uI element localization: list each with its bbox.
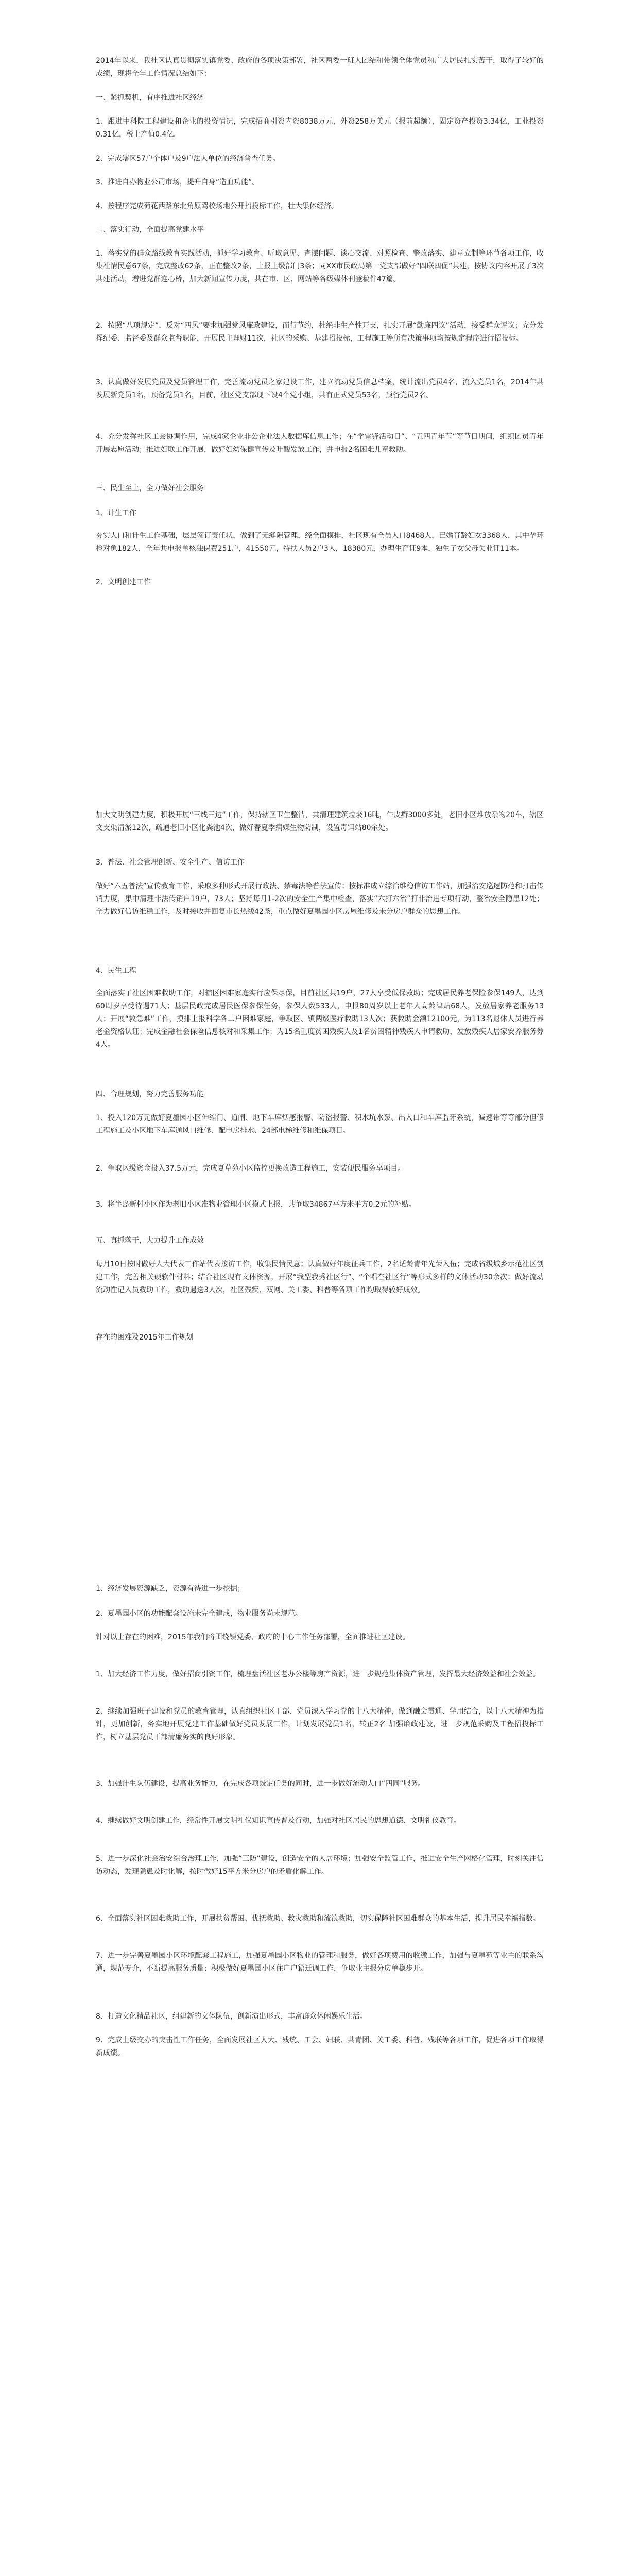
section-heading-livelihood: 三、民生至上，全力做好社会服务 [96, 484, 204, 493]
subheading-civilization: 2、文明创建工作 [96, 578, 151, 586]
paragraph: 3、将半岛新村小区作为老旧小区准物业管理小区模式上报，共争取34867平方米平方0.2元的补贴。 [96, 1200, 416, 1209]
paragraph: 4、按程序完成荷花西路东北角原驾校场地公开招投标工作，壮大集体经济。 [96, 202, 338, 210]
paragraph: 1、加大经济工作力度，做好招商引资工作，梳理盘活社区老办公楼等房产资源，进一步规范集体资产管理，发挥最大经济效益和社会效益。 [96, 1670, 540, 1679]
paragraph: 8、打造文化精品社区，组建新的文体队伍，创新演出形式，丰富群众休闲娱乐生活。 [96, 2012, 367, 2021]
subheading-legal-safety: 3、普法、社会管理创新、安全生产、信访工作 [96, 858, 245, 867]
paragraph: 每月10日按时做好人大代表工作站代表接访工作，收集民情民意；认真做好年度征兵工作，2名适龄青年光荣入伍；完成省级城乡示范社区创建工作，完善相关硬软件材料；结合社区现有文体资源，开展“我型我秀社区行”、“个唱在社区行”等形式多样的文体活动30余次；做好流动流动性记入员救助工作，救助遇送3人次，社区残疾、双网、关工委、科普等各项工作均取得较好成效。 [96, 1260, 544, 1294]
paragraph: 加大文明创建力度，积极开展“三线三边”工作，保持辖区卫生整洁，共清理建筑垃圾16吨，牛皮癣3000多处，老旧小区堆放杂物20车，辖区文支渠清淤12次，疏通老旧小区化粪池4次，做好春夏季病媒生物防制，设置毒饵站80余处。 [96, 811, 544, 832]
paragraph: 2、按照“八项规定”，反对“四风”要求加强党风廉政建设，而行节约，杜绝非生产性开支，扎实开展“勤廉四议”活动，接受群众评议；充分发挥纪委、监督委及群众监督职能，开展民主理财11次，社区的采购、基建招投标，工程施工等所有决策事项均按规定程序进行招投标。 [96, 321, 544, 343]
subheading-family-planning: 1、计生工作 [96, 509, 136, 517]
paragraph: 全面落实了社区困难救助工作，对辖区困难家庭实行应保尽保，目前社区共19户，27人享受低保救助；完成居民养老保险参保149人，达到60周岁享受待遇71人；基层民政完成居民医保参保任务，参保人数533人，申报80周岁以上老年人高龄津贴68人，发放居家养老服务13人；开展“救急难”工作，摸排上报科学各二户困难家庭，争取区、镇两级医疗救助13人次；获救助金额12100元，为113名退休人员进行养老金资格认证；完成金融社会保险信息核对和采集工作；为15名重度贫困残疾人及1名贫困精神残疾人申请救助，发放残疾人居家安养服务券4人。 [96, 989, 544, 1049]
paragraph: 1、投入120万元做好夏墨园小区伸缩门、道闸、地下车库烟感报警、防盗报警、积水坑水泵、出入口和车库监牙系统，减速带等等部分但修工程施工及小区地下车库通风口维修、配电房排水、24部电梯维修和维保项目。 [96, 1114, 544, 1135]
paragraph: 针对以上存在的困难，2015年我们将围绕镇党委、政府的中心工作任务部署，全面推进社区建设。 [96, 1633, 410, 1641]
paragraph: 3、推进自办物业公司市场，提升自身“造血功能”。 [96, 178, 260, 187]
paragraph: 3、加强计生队伍建设，提高业务能力，在完成各项既定任务的同时，进一步做好流动人口“四同”服务。 [96, 1780, 425, 1788]
paragraph: 6、全面落实社区困难救助工作，开展扶贫帮困、优抚救助、救灾救助和流浪救助，切实保障社区困难群众的基本生活，提升居民幸福指数。 [96, 1914, 540, 1923]
paragraph: 1、跟进中科院工程建设和企业的投资情况，完成招商引资内资8038万元，外资258万美元（报前超额），固定资产投资3.34亿，工业投资0.31亿，税上产值0.4亿。 [96, 117, 544, 139]
paragraph: 1、经济发展资源缺乏，资源有待进一步挖掘； [96, 1585, 245, 1593]
paragraph: 4、充分发挥社区工会协调作用，完成4家企业非公企业法人数据库信息工作；在“学雷锋活动日”、“五四青年节”等节日期间，组织团员青年开展志愿活动；推进妇联工作开展，做好妇幼保健宣传及叶酸发放工作，并申报2名困难儿童救助。 [96, 433, 544, 454]
section-heading-party: 二、落实行动，全面提高党建水平 [96, 226, 204, 234]
paragraph: 2、夏墨园小区的功能配套设施未完全建成，物业服务尚未规范。 [96, 1609, 302, 1618]
section-heading-economy: 一、紧抓契机，有序推进社区经济 [96, 94, 204, 102]
blank-space [96, 592, 544, 799]
intro-paragraph: 2014年以来，我社区认真贯彻落实镇党委、政府的各项决策部署，社区两委一班人团结和带领全体党员和广大居民扎实苦干，取得了较好的成绩，现将全年工作情况总结如下： [96, 57, 544, 78]
section-heading-2015-plan: 存在的困难及2015年工作规划 [96, 1333, 194, 1342]
subheading-livelihood-projects: 4、民生工程 [96, 967, 136, 975]
paragraph: 2、争取区级资金投入37.5万元，完成夏草苑小区监控更换改造工程施工，安装便民服务享项目。 [96, 1164, 405, 1173]
paragraph: 5、进一步深化社会治安综合治理工作，加强“三防”建设，创造安全的人居环境；加强安全监管工作，推进安全生产网格化管理，时刻关注信访动态，发现隐患及时化解，按时做好15平方米分房户的矛盾化解工作。 [96, 1855, 544, 1876]
paragraph: 2、完成辖区57户个体户及9户法人单位的经济普查任务。 [96, 155, 280, 163]
paragraph: 7、进一步完善夏墨园小区环境配套工程施工，加强夏墨园小区物业的管理和服务，做好各项费用的收缴工作，加强与夏墨苑等业主的联系沟通，规范专介，不断提高服务质量；积极做好夏墨园小区住户户籍迁调工作，争取业主报分房单稳步开。 [96, 1952, 544, 1973]
paragraph: 4、继续做好文明创建工作，经常性开展文明礼仪知识宣传普及行动，加强对社区居民的思想道德、文明礼仪教育。 [96, 1817, 461, 1825]
paragraph: 9、完成上级交办的突击性工作任务，全面发展社区人大、残统、工会、妇联、共青团、关工委、科普、残联等各项工作，促进各项工作取得新成绩。 [96, 2036, 544, 2057]
section-heading-effectiveness: 五、真抓落干，大力提升工作成效 [96, 1236, 204, 1245]
paragraph: 2、继续加强班子建设和党员的教育管理，认真组织社区干部、党员深入学习党的十八大精神，做到融会贯通、学用结合，以十八大精神为指针，更加创新，务实地开展党建工作基础做好党员发展工作，计划发展党员1名，转正2名 加强廉政建设，进一步规范采购及工程招投标工作，树立基层党员干部清廉务实的良好形象。 [96, 1707, 544, 1741]
paragraph: 1、落实党的群众路线教育实践活动，抓好学习教育、听取意见、查摆问题、谈心交流、对照检查、整改落实、建章立制等环节各项工作，收集社情民意67条，完成整改62条，正在整改2条，上报上级部门3条；同XX市民政局第一党支部做好“四联四促”共建，按协议内容开展了3次共建活动，增进党群连心桥，加大新闻宣传力度，共在市、区、网站等各级媒体刊登稿件47篇。 [96, 249, 544, 283]
paragraph: 3、认真做好发展党员及党员管理工作，完善流动党员之家建设工作，建立流动党员信息档案，统计流出党员4名，流入党员1名，2014年共发展新党员1名，预备党员1名，目前，社区党支部现下设4个党小组，共有正式党员53名，预备党员2名。 [96, 378, 544, 399]
section-heading-planning: 四、合理规划，努力完善服务功能 [96, 1090, 204, 1098]
paragraph: 夯实人口和计生工作基础，层层签订责任状，做到了无缝隙管理，经全面摸排，社区现有全员人口8468人，已婚育龄妇女3368人，其中孕环检对象182人，全年共申报单核独保费251户，41550元，特扶人员2户3人，18380元，办理生育证9本，独生子女父母失业证11本。 [96, 532, 544, 553]
paragraph: 做好“六五普法”宣传教育工作，采取多种形式开展行政法、禁毒法等普法宣传；按标准成立综治维稳信访工作站，加强治安巡逻防范和打击传销力度，集中清理非法传销户19户，73人；坚持每月1-2次的安全生产集中检查，落实“六打六治”打非治违专项行动，整治安全隐患12处；全力做好信访维稳工作，及时接收并回复市长热线42条，重点做好夏墨园小区房屋维修及未分房户群众的思想工作。 [96, 882, 544, 916]
blank-space [96, 1348, 544, 1569]
